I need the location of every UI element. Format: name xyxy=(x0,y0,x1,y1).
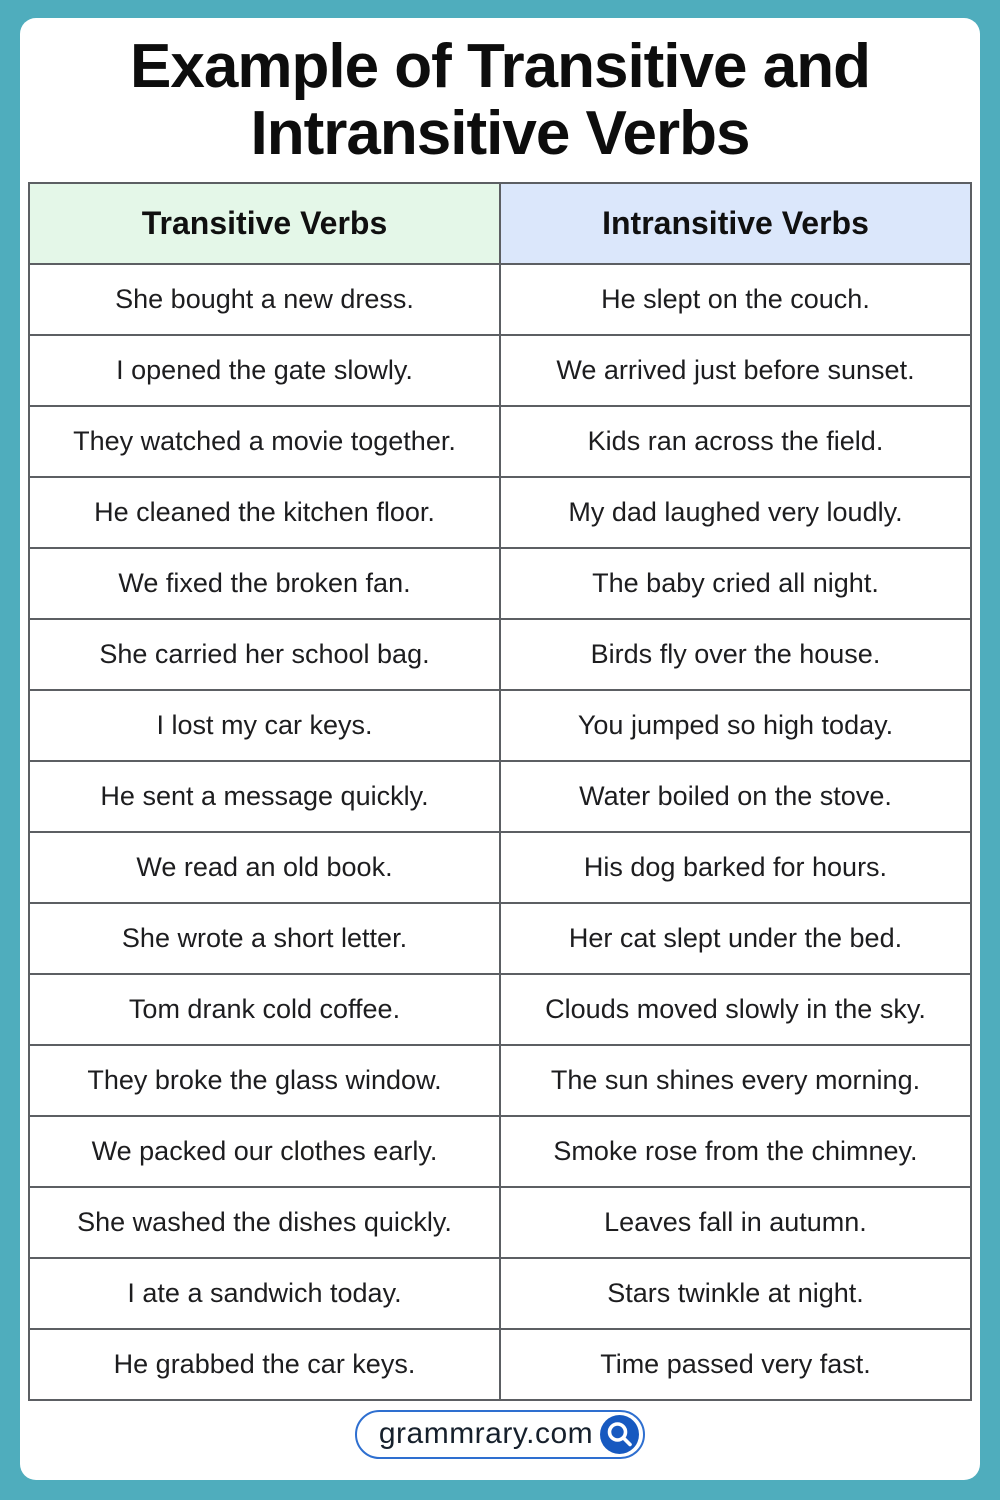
footer xyxy=(20,1410,980,1459)
intransitive-example-cell: Kids ran across the field. xyxy=(500,406,971,477)
table-row xyxy=(29,690,971,761)
table-row xyxy=(29,974,971,1045)
table-row xyxy=(29,1329,971,1400)
intransitive-example-cell: Leaves fall in autumn. xyxy=(500,1187,971,1258)
intransitive-example-cell: Her cat slept under the bed. xyxy=(500,903,971,974)
intransitive-example-cell: My dad laughed very loudly. xyxy=(500,477,971,548)
intransitive-example-cell: The baby cried all night. xyxy=(500,548,971,619)
magnifier-icon xyxy=(599,1414,640,1455)
transitive-example-cell: We fixed the broken fan. xyxy=(29,548,500,619)
table-row xyxy=(29,1045,971,1116)
transitive-example-cell: She wrote a short letter. xyxy=(29,903,500,974)
table-row xyxy=(29,477,971,548)
transitive-example-cell: I ate a sandwich today. xyxy=(29,1258,500,1329)
table-row xyxy=(29,832,971,903)
intransitive-example-cell: His dog barked for hours. xyxy=(500,832,971,903)
table-row xyxy=(29,1187,971,1258)
intransitive-example-cell: You jumped so high today. xyxy=(500,690,971,761)
intransitive-example-cell: Smoke rose from the chimney. xyxy=(500,1116,971,1187)
transitive-example-cell: He cleaned the kitchen floor. xyxy=(29,477,500,548)
transitive-example-cell: They broke the glass window. xyxy=(29,1045,500,1116)
intransitive-example-cell: Clouds moved slowly in the sky. xyxy=(500,974,971,1045)
table-row xyxy=(29,903,971,974)
transitive-example-cell: She carried her school bag. xyxy=(29,619,500,690)
transitive-example-cell: We read an old book. xyxy=(29,832,500,903)
table-row xyxy=(29,761,971,832)
brand-text: grammrary.com xyxy=(378,1417,594,1451)
transitive-example-cell: She washed the dishes quickly. xyxy=(29,1187,500,1258)
transitive-example-cell: I opened the gate slowly. xyxy=(29,335,500,406)
table-row xyxy=(29,1258,971,1329)
header-row xyxy=(29,183,971,264)
worksheet-page xyxy=(20,18,980,1480)
intransitive-example-cell: Stars twinkle at night. xyxy=(500,1258,971,1329)
table-row xyxy=(29,406,971,477)
page-title-line-2: Intransitive Verbs xyxy=(250,98,750,168)
table-row xyxy=(29,1116,971,1187)
intransitive-example-cell: He slept on the couch. xyxy=(500,264,971,335)
transitive-example-cell: We packed our clothes early. xyxy=(29,1116,500,1187)
table-row xyxy=(29,619,971,690)
intransitive-column-header: Intransitive Verbs xyxy=(500,183,971,264)
verbs-table xyxy=(28,182,972,1401)
intransitive-example-cell: We arrived just before sunset. xyxy=(500,335,971,406)
transitive-example-cell: Tom drank cold coffee. xyxy=(29,974,500,1045)
transitive-example-cell: He grabbed the car keys. xyxy=(29,1329,500,1400)
transitive-example-cell: She bought a new dress. xyxy=(29,264,500,335)
table-row xyxy=(29,335,971,406)
table-row xyxy=(29,548,971,619)
transitive-example-cell: I lost my car keys. xyxy=(29,690,500,761)
brand-link[interactable] xyxy=(355,1410,645,1459)
page-title-line-1: Example of Transitive and xyxy=(130,32,870,101)
intransitive-example-cell: Water boiled on the stove. xyxy=(500,761,971,832)
transitive-example-cell: They watched a movie together. xyxy=(29,406,500,477)
verbs-table-header xyxy=(29,183,971,264)
page-title xyxy=(30,34,970,168)
intransitive-example-cell: The sun shines every morning. xyxy=(500,1045,971,1116)
transitive-example-cell: He sent a message quickly. xyxy=(29,761,500,832)
table-row xyxy=(29,264,971,335)
transitive-column-header: Transitive Verbs xyxy=(29,183,500,264)
intransitive-example-cell: Time passed very fast. xyxy=(500,1329,971,1400)
verb-table-body xyxy=(29,264,971,1400)
intransitive-example-cell: Birds fly over the house. xyxy=(500,619,971,690)
